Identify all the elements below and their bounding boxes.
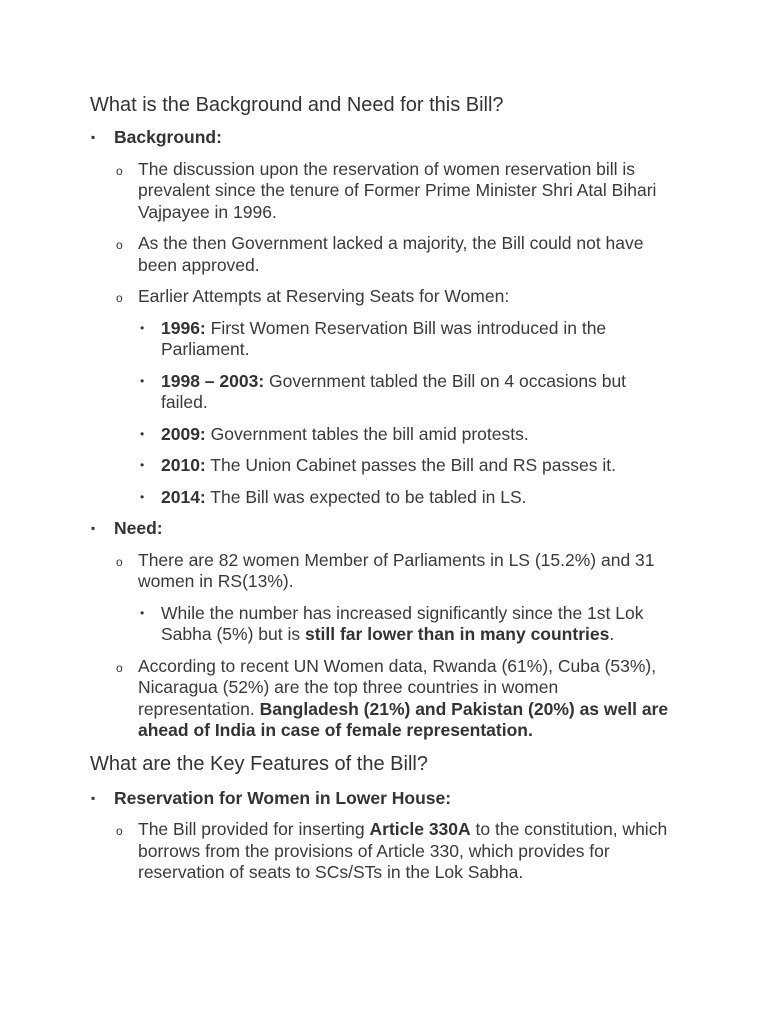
need-detail-end: .	[609, 624, 615, 644]
section1-list	[90, 127, 670, 742]
need-label: Need:	[114, 518, 163, 538]
attempts-list	[138, 318, 670, 509]
attempt-text: Government tabled the Bill on 4 occasions but failed.	[161, 370, 627, 412]
need-sublist	[114, 550, 670, 742]
attempt-year: 1998 – 2003:	[161, 370, 265, 391]
circle-bullet-icon: o	[116, 238, 123, 252]
list-item	[114, 233, 670, 276]
need-item-text: There are 82 women Member of Parliaments in LS (15.2%) and 31 women in RS(13%).	[138, 549, 655, 591]
list-item-need	[90, 518, 670, 742]
list-item	[138, 603, 670, 646]
circle-bullet-icon: o	[116, 163, 123, 178]
attempt-text: Government tables the bill amid protests.	[205, 423, 529, 444]
list-item	[114, 819, 670, 884]
dot-bullet-icon: •	[140, 373, 145, 388]
square-bullet-icon: ▪	[91, 521, 96, 535]
attempt-item	[138, 424, 670, 446]
attempt-year: 2009:	[161, 423, 206, 444]
attempt-year: 2014:	[161, 486, 206, 507]
attempt-item	[138, 371, 670, 414]
circle-bullet-icon: o	[116, 824, 123, 838]
need-item-emphasis: Bangladesh (21%) and Pakistan (20%) as well are ahead of India in case of female representation.	[138, 698, 669, 740]
circle-bullet-icon: o	[116, 291, 123, 305]
need-detail-emphasis: still far lower than in many countries	[304, 624, 610, 644]
attempt-text: The Union Cabinet passes the Bill and RS passes it.	[205, 455, 616, 475]
attempt-text: First Women Reservation Bill was introduced in the Parliament.	[161, 317, 607, 359]
list-item-background	[90, 127, 670, 508]
attempt-item	[138, 318, 670, 361]
background-sublist	[114, 159, 670, 509]
list-item	[114, 159, 670, 224]
attempt-year: 2010:	[161, 455, 206, 475]
square-bullet-icon: ▪	[91, 130, 96, 144]
dot-bullet-icon: •	[140, 489, 145, 504]
circle-bullet-icon: o	[116, 554, 123, 569]
need-detail-text: While the number has increased significantly since the 1st Lok Sabha (5%) but is	[161, 602, 644, 644]
section-heading-key-features: What are the Key Features of the Bill?	[90, 752, 428, 775]
list-item-reservation	[90, 788, 670, 884]
section2-list	[90, 788, 670, 884]
dot-bullet-icon: •	[140, 320, 145, 335]
document-page	[90, 93, 670, 894]
reservation-sublist	[114, 819, 670, 884]
background-item-text: As the then Government lacked a majority, the Bill could not have been approved.	[138, 233, 644, 275]
circle-bullet-icon: o	[116, 660, 123, 675]
background-item-text: Earlier Attempts at Reserving Seats for Women:	[138, 286, 510, 306]
reservation-item-text: The Bill provided for inserting	[138, 819, 370, 839]
attempt-text: The Bill was expected to be tabled in LS.	[205, 486, 527, 507]
list-item	[114, 286, 670, 508]
attempt-item	[138, 487, 670, 509]
dot-bullet-icon: •	[140, 426, 145, 441]
reservation-item-emphasis: Article 330A	[369, 819, 471, 839]
square-bullet-icon: ▪	[91, 790, 96, 805]
list-item	[114, 656, 670, 742]
attempt-item	[138, 455, 670, 477]
reservation-label: Reservation for Women in Lower House:	[114, 787, 452, 808]
background-label: Background:	[114, 127, 222, 147]
section-heading-background-need: What is the Background and Need for this Bill?	[90, 94, 504, 116]
need-detail-list	[138, 603, 670, 646]
attempt-year: 1996:	[161, 317, 206, 338]
reservation-item-end: to the constitution, which borrows from the provisions of Article 330, which provides for reservation of seats to SCs/STs in the Lok Sabha.	[138, 819, 668, 882]
dot-bullet-icon: •	[140, 458, 145, 472]
need-item-text: According to recent UN Women data, Rwanda (61%), Cuba (53%), Nicaragua (52%) are the top three countries in women representation.	[138, 655, 657, 719]
background-item-text: The discussion upon the reservation of women reservation bill is prevalent since the tenure of Former Prime Minister Shri Atal Bihari Vajpayee in 1996.	[138, 158, 657, 222]
list-item	[114, 550, 670, 646]
dot-bullet-icon: •	[140, 605, 145, 620]
